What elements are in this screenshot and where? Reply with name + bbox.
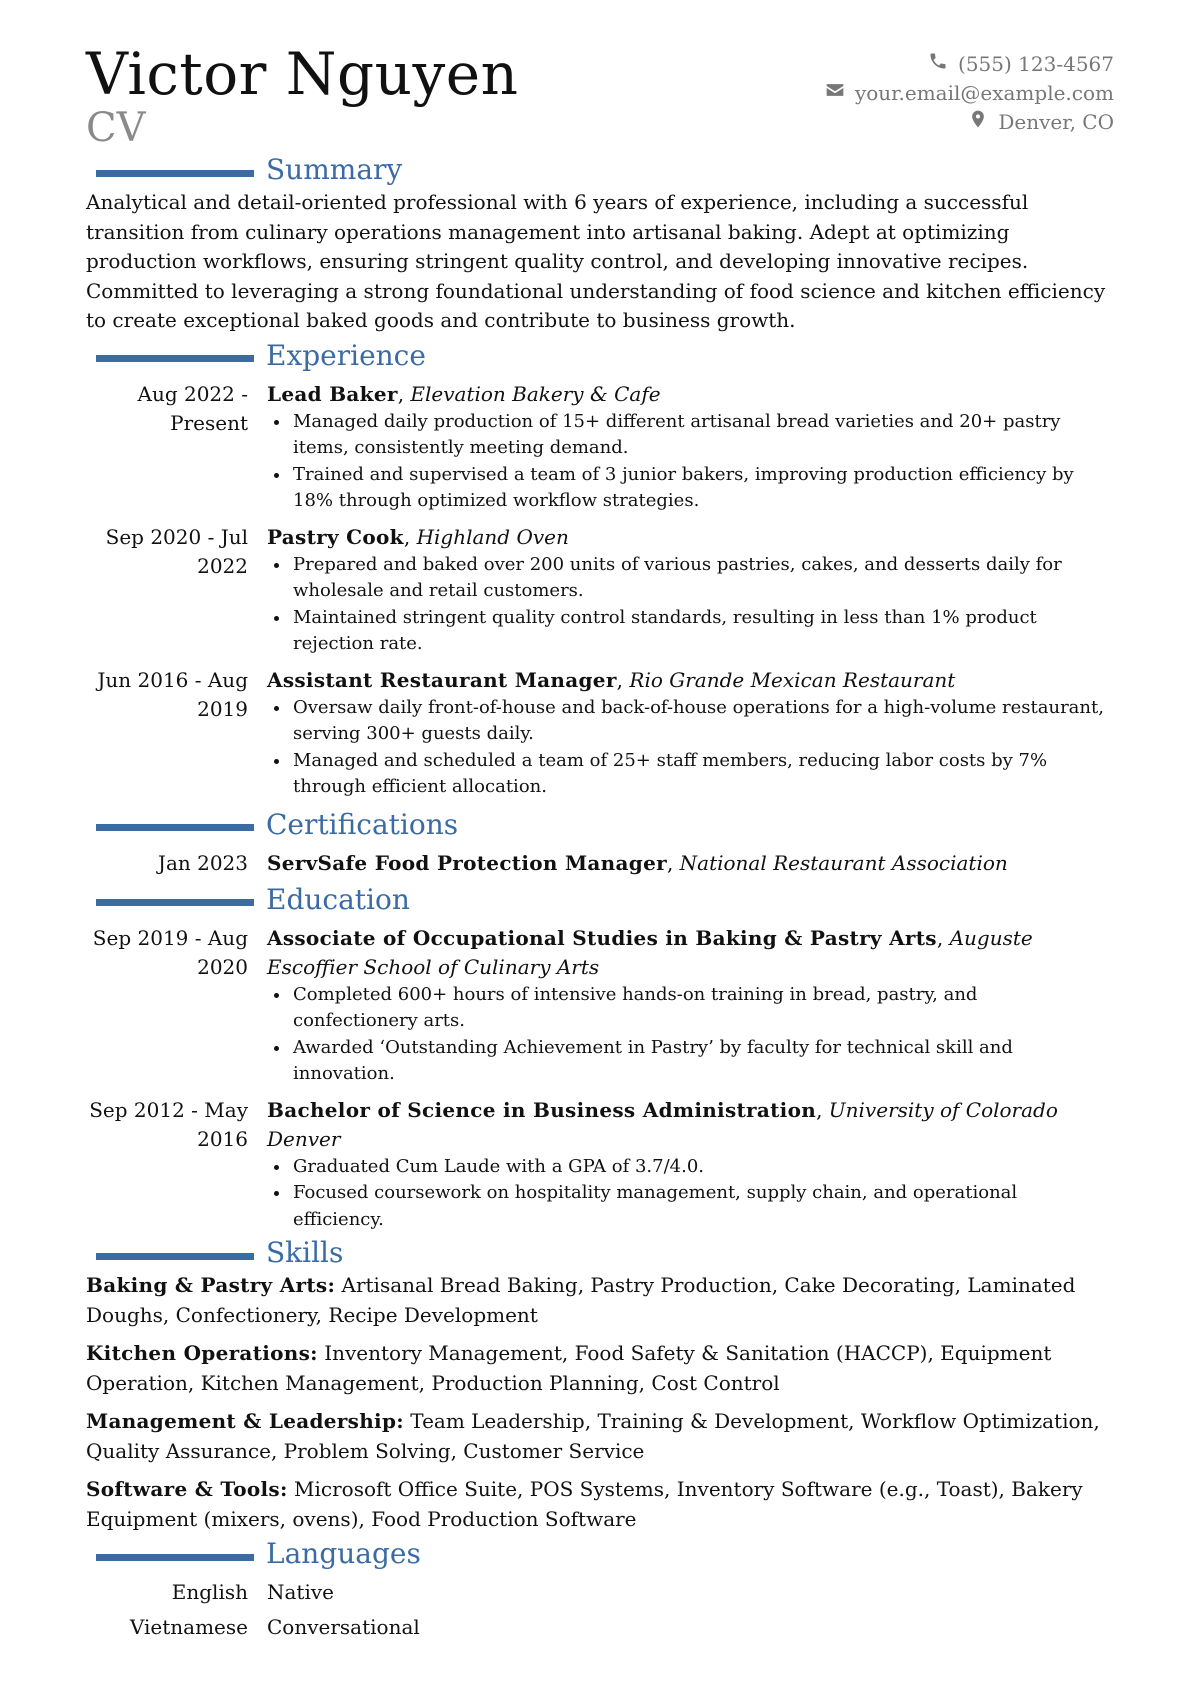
skill-category: Baking & Pastry Arts: [86, 1273, 336, 1297]
skill-group [86, 1339, 1114, 1398]
bullet-list [267, 552, 1104, 658]
contact-phone [825, 50, 1114, 79]
language-row [86, 1578, 1114, 1607]
section-accent-bar [96, 355, 254, 362]
contact-block [825, 50, 1114, 137]
section-title: Languages [266, 1537, 421, 1570]
bullet-item: • Graduated Cum Laude with a GPA of 3.7/4.0. [291, 1154, 1104, 1181]
entry-date: Jan 2023 [157, 850, 248, 875]
degree: Associate of Occupational Studies in Baking & Pastry Arts [267, 925, 937, 950]
summary-text: Analytical and detail-oriented professional with 6 years of experience, including a successful transition from culinary operations management into artisanal baking. Adept at optimizing production workflows, ensuring stringent quality control, and developing innovative recipes. Committed to leveraging a strong foundational understanding of food science and kitchen efficiency to create exceptional baked goods and contribute to business growth. [86, 190, 1106, 332]
skill-group [86, 1407, 1114, 1466]
bullet-list [267, 982, 1104, 1088]
section-accent-bar [96, 1253, 254, 1260]
entry-body: ServSafe Food Protection Manager, National Restaurant Association [267, 850, 1008, 875]
skill-category: Kitchen Operations: [86, 1341, 318, 1365]
bullet-list [267, 695, 1104, 801]
skill-group [86, 1271, 1114, 1330]
contact-location [825, 108, 1114, 137]
language-name: English [171, 1580, 248, 1604]
skill-list: Inventory Management, Food Safety & Sanitation (HACCP), Equipment Operation, Kitchen Management, Production Planning, Cost Control [86, 1341, 1052, 1395]
education-heading [86, 882, 1114, 918]
entry-heading: Assistant Restaurant Manager, Rio Grande Mexican Restaurant [267, 667, 956, 692]
section-title: Experience [266, 338, 426, 372]
email-address[interactable]: your.email@example.com [854, 81, 1114, 105]
bullet-item: • Prepared and baked over 200 units of various pastries, cakes, and desserts daily for wholesale and retail customers. [291, 552, 1104, 605]
bullet-item: • Oversaw daily front-of-house and back-of-house operations for a high-volume restaurant, serving 300+ guests daily. [291, 695, 1104, 748]
bullet-item: • Completed 600+ hours of intensive hands-on training in bread, pastry, and confectionery arts. [291, 982, 1104, 1035]
bullet-item: • Focused coursework on hospitality management, supply chain, and operational efficiency. [291, 1180, 1104, 1233]
map-pin-icon [968, 108, 988, 137]
entry-date: Sep 2020 - Jul 2022 [105, 524, 248, 578]
skill-list: Microsoft Office Suite, POS Systems, Inventory Software (e.g., Toast), Bakery Equipment (mixers, ovens), Food Production Software [86, 1477, 1083, 1531]
skills-heading [86, 1235, 1114, 1271]
experience-heading [86, 338, 1114, 374]
language-row [86, 1613, 1114, 1642]
employer: Rio Grande Mexican Restaurant [629, 667, 956, 692]
bullet-item: • Managed daily production of 15+ different artisanal bread varieties and 20+ pastry items, consistently meeting demand. [291, 409, 1104, 462]
entry-date: Aug 2022 - Present [137, 381, 248, 435]
entry-body [267, 380, 1114, 515]
document-subtitle: CV [86, 105, 146, 151]
envelope-icon [825, 79, 845, 108]
section-accent-bar [96, 1554, 254, 1561]
cv-page [86, 42, 1114, 1642]
employer: Elevation Bakery & Cafe [410, 381, 661, 406]
location-text: Denver, CO [998, 110, 1114, 134]
experience-entry [86, 380, 1114, 515]
contact-email [825, 79, 1114, 108]
school: Auguste Escoffier School of Culinary Arts [267, 925, 1033, 979]
full-name: Victor Nguyen [86, 40, 519, 108]
certification-name: ServSafe Food Protection Manager [267, 850, 667, 875]
employer: Highland Oven [416, 524, 569, 549]
entry-body [267, 924, 1114, 1088]
phone-icon [928, 50, 948, 79]
entry-date: Jun 2016 - Aug 2019 [97, 667, 248, 721]
job-title: Lead Baker [267, 381, 398, 406]
bullet-item: • Managed and scheduled a team of 25+ staff members, reducing labor costs by 7% through efficient allocation. [291, 748, 1104, 801]
entry-body [267, 666, 1114, 801]
skill-group [86, 1475, 1114, 1534]
languages-heading [86, 1536, 1114, 1572]
job-title: Assistant Restaurant Manager [267, 667, 617, 692]
bullet-item: • Maintained stringent quality control standards, resulting in less than 1% product rejection rate. [291, 605, 1104, 658]
education-entry [86, 1096, 1114, 1234]
phone-number[interactable]: (555) 123-4567 [958, 52, 1114, 76]
school: University of Colorado Denver [267, 1097, 1058, 1151]
entry-body [267, 523, 1114, 658]
summary-heading [86, 152, 1114, 188]
section-title: Certifications [266, 807, 459, 841]
entry-heading: Bachelor of Science in Business Administration, University of Colorado Denver [267, 1097, 1058, 1151]
bullet-item: • Trained and supervised a team of 3 junior bakers, improving production efficiency by 18% through optimized workflow strategies. [291, 462, 1104, 515]
entry-body [267, 1096, 1114, 1234]
entry-date: Sep 2019 - Aug 2020 [92, 925, 248, 979]
entry-date: Sep 2012 - May 2016 [89, 1097, 248, 1151]
issuer: National Restaurant Association [679, 850, 1008, 875]
experience-entry [86, 523, 1114, 658]
language-level: Native [267, 1580, 334, 1604]
entry-heading: Associate of Occupational Studies in Baking & Pastry Arts, Auguste Escoffier School of Culinary Arts [267, 925, 1033, 979]
language-level: Conversational [267, 1615, 420, 1639]
cv-header [86, 42, 1114, 152]
degree: Bachelor of Science in Business Administration [267, 1097, 817, 1122]
bullet-list [267, 409, 1104, 515]
skill-list: Artisanal Bread Baking, Pastry Production, Cake Decorating, Laminated Doughs, Confectionery, Recipe Development [86, 1273, 1076, 1327]
certifications-heading [86, 807, 1114, 843]
section-accent-bar [96, 899, 254, 906]
bullet-item: • Awarded ‘Outstanding Achievement in Pastry’ by faculty for technical skill and innovation. [291, 1035, 1104, 1088]
skill-category: Management & Leadership: [86, 1409, 404, 1433]
entry-heading: Lead Baker, Elevation Bakery & Cafe [267, 381, 661, 406]
entry-heading: Pastry Cook, Highland Oven [267, 524, 569, 549]
education-entry [86, 924, 1114, 1088]
job-title: Pastry Cook [267, 524, 404, 549]
skill-category: Software & Tools: [86, 1477, 288, 1501]
section-accent-bar [96, 824, 254, 831]
section-accent-bar [96, 170, 254, 177]
experience-entry [86, 666, 1114, 801]
section-title: Summary [266, 153, 403, 186]
skill-list: Team Leadership, Training & Development, Workflow Optimization, Quality Assurance, Problem Solving, Customer Service [86, 1409, 1100, 1463]
bullet-list [267, 1154, 1104, 1234]
certification-entry [86, 849, 1114, 878]
language-name: Vietnamese [129, 1615, 248, 1639]
section-title: Skills [266, 1236, 344, 1269]
section-title: Education [266, 882, 410, 916]
